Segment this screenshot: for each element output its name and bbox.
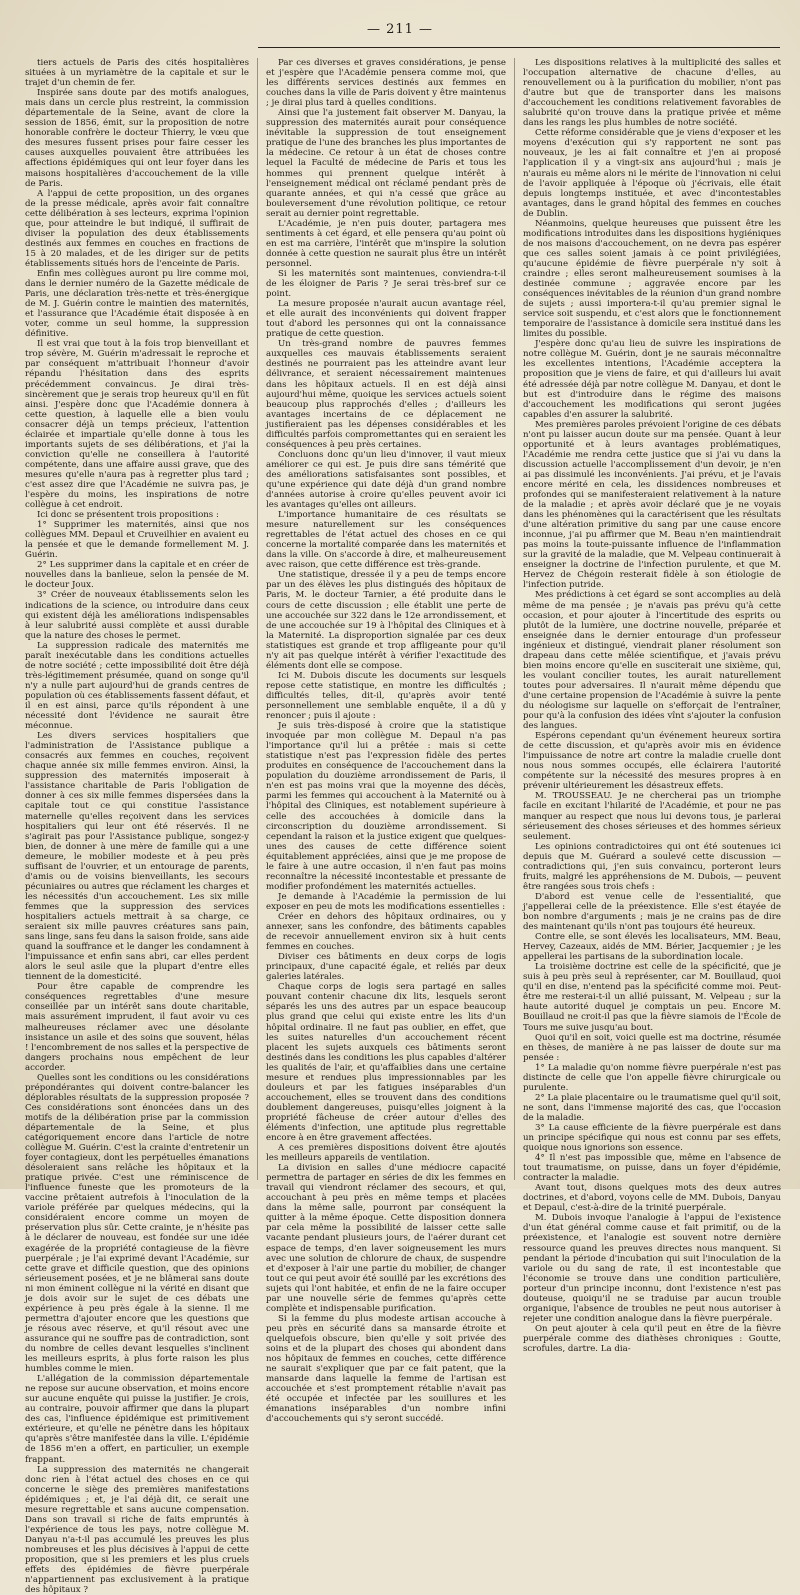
paragraph: Ici M. Dubois discute les documents sur lesquels repose cette statistique, en montre les difficultés ; difficultés telles, dit-il, qu'après avoir tenté personnellement une semblable enquête, il a dû y renoncer ; puis il ajoute : [266, 670, 506, 722]
paragraph: Contre elle, se sont élevés les localisateurs, MM. Beau, Hervey, Cazeaux, aidés de MM. Bérier, Jacquemier ; je les appellerai les partisans de la subordination locale. [523, 932, 781, 963]
text-column-3 [523, 58, 781, 1354]
paragraph: Par ces diverses et graves considérations, je pense et j'espère que l'Académie pensera comme moi, que les différents services destinés aux femmes en couches dans la ville de Paris doivent y être maintenus ; je dirai plus tard à quelles conditions. [266, 58, 506, 109]
paragraph: Inspirée sans doute par des motifs analogues, mais dans un cercle plus restreint, la commission départementale de la Seine, avant de clore la session de 1856, émit, sur la proposition de notre honorable confrère le docteur Thierry, le vœu que des mesures fussent prises pour faire cesser les causes auxquelles pouvaient être attribuées les affections épidémiques qui ont leur foyer dans les maisons hospitalières d'accouchement de la ville de Paris. [25, 88, 249, 189]
text-column-2 [266, 58, 506, 1425]
paragraph: A ces premières dispositions doivent être ajoutés les meilleurs appareils de ventilation. [266, 1143, 506, 1164]
paragraph: On peut ajouter à cela qu'il peut en être de la fièvre puerpérale comme des diathèses chroniques : Goutte, scrofules, dartre. La dia- [523, 1323, 781, 1354]
paragraph: M. TROUSSEAU. Je ne chercherai pas un triomphe facile en excitant l'hilarité de l'Académie, et pour ne pas manquer au respect que nous lui devons tous, je parlerai sérieusement des choses sérieuses et des hommes sérieux seulement. [523, 791, 781, 842]
paragraph: A l'appui de cette proposition, un des organes de la presse médicale, après avoir fait connaître cette délibération à ses lecteurs, exprima l'opinion que, pour atteindre le but indiqué, il suffirait de diviser la population des deux établissements destinés aux femmes en couches en fractions de 15 à 20 malades, et de les diriger sur de petits établissements situés hors de l'enceinte de Paris. [25, 188, 249, 269]
paragraph: M. Dubois invoque l'analogie à l'appui de l'existence d'un état général comme cause et fait primitif, ou de la préexistence, et l'analogie est souvent notre dernière ressource quand les preuves directes nous manquent. Si pendant la période d'incubation qui suit l'inoculation de la variole ou du sang de rate, il est incontestable que l'économie se trouve dans une condition particulière, porteur d'un principe inconnu, dont l'existence n'est pas douteuse, quoiqu'il ne se traduise par aucun trouble organique, l'absence de troubles ne peut nous autoriser à rejeter une condition analogue dans la fièvre puerpérale. [523, 1213, 781, 1324]
paragraph: L'Académie, je n'en puis douter, partagera mes sentiments à cet égard, et elle pensera qu'au point où en est ma carrière, l'intérêt que m'inspire la solution donnée à cette question ne saurait plus être un intérêt personnel. [266, 218, 506, 269]
paragraph: L'allégation de la commission départementale ne repose sur aucune observation, et moins encore sur aucune enquête qui puisse la justifier. Je crois, au contraire, pouvoir affirmer que dans la plupart des cas, l'influence épidémique est primitivement extérieure, et qu'elle ne pénètre dans les hôpitaux qu'après s'être manifestée dans la ville. L'épidémie de 1856 m'en a offert, en particulier, un exemple frappant. [25, 1374, 249, 1465]
paragraph: Les opinions contradictoires qui ont été soutenues ici depuis que M. Guérard a soulevé cette discussion — contradictions qui, j'en suis convaincu, porteront leurs fruits, malgré les appréhensions de M. Dubois, — peuvent être rangées sous trois chefs : [523, 841, 781, 892]
paragraph: Néanmoins, quelque heureuses que puissent être les modifications introduites dans les dispositions hygiéniques de nos maisons d'accouchement, on ne devra pas espérer que ces salles soient jamais à ce point privilégiées, qu'aucune épidémie de fièvre puerpérale n'y soit à craindre ; elles seront malheureusement soumises à la destinée commune ; aggravée encore par les conséquences inévitables de la réunion d'un grand nombre de sujets ; aussi importera-t-il qu'au premier signal le service soit suspendu, et c'est alors que le fonctionnement temporaire de l'assistance à domicile sera institué dans les limites du possible. [523, 218, 781, 340]
paragraph: Diviser ces bâtiments en deux corps de logis principaux, d'une capacité égale, et reliés par deux galeries latérales. [266, 952, 506, 983]
paragraph: 3° Créer de nouveaux établissements selon les indications de la science, ou introduire dans ceux qui existent déjà les améliorations indispensables à leur salubrité aussi complète et aussi durable que la nature des choses le permet. [25, 590, 249, 641]
paragraph: La division en salles d'une médiocre capacité permettra de partager en séries de dix les femmes en travail qui viendront réclamer des secours, et qui, accouchant à peu près en même temps et placées dans la même salle, pourront par conséquent la quitter à la même époque. Cette disposition donnera par cela même la possibilité de laisser cette salle vacante pendant plusieurs jours, de l'aérer durant cet espace de temps, d'en laver soigneusement les murs avec une solution de chlorure de chaux, de suspendre et d'exposer à l'air une partie du mobilier, de changer tout ce qui peut avoir été souillé par les excrétions des sujets qui l'ont habitée, et enfin de ne la faire occuper par une nouvelle série de femmes qu'après cette complète et indispensable purification. [266, 1163, 506, 1314]
paragraph: Quelles sont les conditions ou les considérations prépondérantes qui doivent contre-balancer les déplorables résultats de la suppression proposée ? Ces considérations sont énoncées dans un des motifs de la délibération prise par la commission départementale de la Seine, et plus catégoriquement encore dans l'article de notre collègue M. Guérin. C'est la crainte d'entretenir un foyer contagieux, dont les perpétuelles émanations désoleraient sans relâche les hôpitaux et la pratique privée. C'est une réminiscence de l'influence funeste que les promoteurs de la vaccine prêtaient autrefois à l'inoculation de la variole préférée par quelques médecins, qui la considéraient encore comme un moyen de préservation plus sûr. Cette crainte, je n'hésite pas à le déclarer de nouveau, est fondée sur une idée exagérée de la propriété contagieuse de la fièvre puerpérale ; je l'ai exprimé devant l'Académie, sur cette grave et difficile question, que des opinions sérieusement posées, et je ne blâmerai sans doute ni mon éminent collègue ni la vérité en disant que je dois avoir sur le sujet de ces débats une expérience à peu près égale à la sienne. Il me permettra d'ajouter encore que les questions que je résous avec réserve, et qu'il résout avec une assurance qui ne souffre pas de contradiction, sont du nombre de celles devant lesquelles s'inclinent les meilleurs esprits, à plus forte raison les plus humbles comme le mien. [25, 1072, 249, 1375]
paragraph: Une statistique, dressée il y a peu de temps encore par un des élèves les plus distingués des hôpitaux de Paris, M. le docteur Tarnier, a été produite dans le cours de cette discussion ; elle établit une perte de une accouchée sur 322 dans le 12e arrondissement, et de une accouchée sur 19 à l'hôpital des Cliniques et à la Maternité. La disproportion signalée par ces deux statistiques est grande et trop affligeante pour qu'il n'y ait pas quelque intérêt à vérifier l'exactitude des éléments dont elle se compose. [266, 570, 506, 671]
paragraph: La troisième doctrine est celle de la spécificité, que je suis à peu près seul à représenter, car M. Bouillaud, quoi qu'il en dise, n'entend pas la spécificité comme moi. Peut-être me resterai-t-il un allié puissant, M. Velpeau ; sur la haute autorité duquel je comptais un peu. Encore M. Bouillaud ne croit-il pas que la fièvre siamois de l'École de Tours me suive jusqu'au bout. [523, 962, 781, 1033]
paragraph: tiers actuels de Paris des cités hospitalières situées à un myriamètre de la capitale et sur le trajet d'un chemin de fer. [25, 58, 249, 89]
paragraph: 3° La cause efficiente de la fièvre puerpérale est dans un principe spécifique qui nous est connu par ses effets, quoique nous ignorions son essence. [523, 1122, 781, 1154]
paragraph: 1° La maladie qu'on nomme fièvre puerpérale n'est pas distincte de celle que l'on appelle fièvre chirurgicale ou purulente. [523, 1062, 781, 1093]
paragraph: Ici donc se présentent trois propositions : [37, 510, 219, 521]
paragraph: Avant tout, disons quelques mots des deux autres doctrines, et d'abord, voyons celle de MM. Dubois, Danyau et Depaul, c'est-à-dire de la trinité puerpérale. [523, 1183, 781, 1214]
paragraph: L'importance humanitaire de ces résultats se mesure naturellement sur les conséquences regrettables de l'état actuel des choses en ce qui concerne la mortalité comparée dans les maternités et dans la ville. On s'accorde à dire, et malheureusement avec raison, que cette différence est très-grande. [266, 510, 506, 571]
paragraph: Espérons cependant qu'un événement heureux sortira de cette discussion, et qu'après avoir mis en évidence l'impuissance de notre art contre la maladie cruelle dont nous nous sommes occupés, elle éclairera l'autorité compétente sur la nécessité des mesures propres à en prévenir ultérieurement les désastreux effets. [523, 731, 781, 792]
paragraph: Ainsi que l'a justement fait observer M. Danyau, la suppression des maternités aurait pour conséquence inévitable la suppression de tout enseignement pratique de l'une des branches les plus importantes de la médecine. Ce retour à un état de choses contre lequel la Faculté de médecine de Paris et tous les hommes qui prennent quelque intérêt à l'enseignement médical ont réclamé pendant près de quarante années, et qui n'a cessé que grâce au bouleversement d'une révolution politique, ce retour serait au dernier point regrettable. [266, 108, 506, 219]
paragraph: Si la femme du plus modeste artisan accouche à peu près en sécurité dans sa mansarde étroite et quelquefois obscure, bien qu'elle y soit privée des soins et de la plupart des choses qui abondent dans nos hôpitaux de femmes en couches, cette différence ne saurait s'expliquer que par ce fait patent, que la mansarde dans laquelle la femme de l'artisan est accouchée et s'est promptement rétablie n'avait pas été occupée et infectée par les souillures et les émanations inséparables d'un nombre infini d'accouchements qui s'y seront succédé. [266, 1313, 506, 1425]
column-divider-2 [514, 58, 515, 1180]
paragraph: Cette réforme considérable que je viens d'exposer et les moyens d'exécution qui s'y rapportent ne sont pas nouveaux, je les ai fait connaître et j'en ai proposé l'application il y a vingt-six ans aujourd'hui ; mais je n'aurais eu même alors ni le mérite de l'innovation ni celui de l'avoir appliquée à l'époque où j'écrivais, elle était depuis longtemps instituée, et avec d'incontestables avantages, dans le grand hôpital des femmes en couches de Dublin. [523, 128, 781, 219]
paragraph: 2° Les supprimer dans la capitale et en créer de nouvelles dans la banlieue, selon la pensée de M. le docteur Joux. [25, 560, 249, 591]
paragraph: Je suis très-disposé à croire que la statistique invoquée par mon collègue M. Depaul n'a pas l'importance qu'il lui a prêtée : mais si cette statistique n'est pas l'expression fidèle des pertes produites en conséquence de l'accouchement dans la population du douzième arrondissement de Paris, il n'en est pas moins vrai que la moyenne des décès, parmi les femmes qui accouchent à la Maternité ou à l'hôpital des Cliniques, est notablement supérieure à celle des accouchées à domicile dans la circonscription du douzième arrondissement. Si cependant la raison et la justice exigent que quelques-unes des causes de cette différence soient équitablement appréciées, ainsi que je me propose de le faire à une autre occasion, il n'en faut pas moins reconnaître la nécessité incontestable et pressante de modifier profondément les maternités actuelles. [266, 721, 506, 892]
paragraph: La suppression des maternités ne changerait donc rien à l'état actuel des choses en ce qui concerne le siège des premières manifestations épidémiques ; et, je l'ai déjà dit, ce serait une mesure regrettable et sans aucune compensation. Dans son travail si riche de faits empruntés à l'expérience de tous les pays, notre collègue M. Danyau n'a-t-il pas accumulé les preuves les plus nombreuses et les plus décisives à l'appui de cette proposition, que si les premiers et les plus cruels effets des épidémies de fièvre puerpérale n'appartiennent pas exclusivement à la pratique des hôpitaux ? [25, 1464, 249, 1595]
paragraph: 2° La plaie placentaire ou le traumatisme quel qu'il soit, ne sont, dans l'immense majorité des cas, que l'occasion de la maladie. [523, 1092, 781, 1123]
paragraph: J'espère donc qu'au lieu de suivre les inspirations de notre collègue M. Guérin, dont je ne saurais méconnaître les excellentes intentions, l'Académie acceptera la proposition que je viens de faire, et qui d'ailleurs lui avait été adressée déjà par notre collègue M. Danyau, et dont le but est d'introduire dans le régime des maisons d'accouchement les modifications qui seront jugées capables d'en assurer la salubrité. [523, 339, 781, 420]
paragraph: La mesure proposée n'aurait aucun avantage réel, et elle aurait des inconvénients qui doivent frapper tout d'abord les personnes qui ont la connaissance pratique de cette question. [266, 299, 506, 340]
paragraph: Je demande à l'Académie la permission de lui exposer en peu de mots les modifications essentielles : [266, 891, 506, 912]
paragraph: 4° Il n'est pas impossible que, même en l'absence de tout traumatisme, on puisse, dans un foyer d'épidémie, contracter la maladie. [523, 1153, 781, 1184]
paragraph: Enfin mes collègues auront pu lire comme moi, dans le dernier numéro de la Gazette médicale de Paris, une déclaration très-nette et très-énergique de M. J. Guérin contre le maintien des maternités, et l'assurance que l'Académie était disposée à en voter, comme un seul homme, la suppression définitive. [25, 268, 249, 340]
header-rule [258, 47, 780, 48]
paragraph: La suppression radicale des maternités me paraît inexécutable dans les conditions actuelles de notre société ; cette impossibilité doit être déjà très-légitimement présumée, quand on songe qu'il n'y a nulle part aujourd'hui de grands centres de population où ces établissements fassent défaut, et il en est ainsi, parce qu'ils répondent à une nécessité dont l'évidence ne saurait être méconnue. [25, 640, 249, 732]
paragraph: 1° Supprimer les maternités, ainsi que nos collègues MM. Depaul et Cruveilhier en avaient eu la pensée et que le demande formellement M. J. Guérin. [25, 520, 249, 561]
paragraph: Mes premières paroles prévoient l'origine de ces débats n'ont pu laisser aucun doute sur ma pensée. Quant à leur opportunité et à leurs avantages problématiques, l'Académie me rendra cette justice que si j'ai vu dans la discussion actuelle l'accomplissement d'un devoir, je n'en ai pas dissimulé les inconvénients. J'ai prévu, et je l'avais encore mérité en cela, les dissidences nombreuses et profondes qui se manifesteraient relativement à la nature de la maladie ; et après avoir déclaré que je ne voyais dans les phénomènes qui la caractérisent que les résultats d'une altération primitive du sang par une cause encore inconnue, j'ai pu affirmer que M. Beau n'en maintiendrait pas moins la toute-puissante influence de l'inflammation sur la gravité de la maladie, que M. Velpeau continuerait à enseigner la doctrine de l'infection purulente, et que M. Hervez de Chégoin resterait fidèle à son étiologie de l'infection putride. [523, 419, 781, 591]
paragraph: Quoi qu'il en soit, voici quelle est ma doctrine, résumée en thèses, de manière à ne pas laisser de doute sur ma pensée : [523, 1032, 781, 1063]
paragraph: Pour être capable de comprendre les conséquences regrettables d'une mesure conseillée par un intérêt sans doute charitable, mais assurément imprudent, il faut avoir vu ces malheureuses réclamer avec une désolante insistance un asile et des soins que souvent, hélas ! l'encombrement de nos salles et la perspective de dangers prochains nous empêchent de leur accorder. [25, 982, 249, 1073]
paragraph: Chaque corps de logis sera partagé en salles pouvant contenir chacune dix lits, lesquels seront séparés les uns des autres par un espace beaucoup plus grand que celui qui existe entre les lits d'un hôpital ordinaire. Il ne faut pas oublier, en effet, que les suites naturelles d'un accouchement récent placent les sujets auxquels ces bâtiments seront destinés dans les conditions les plus capables d'altérer les qualités de l'air, et qu'affaiblies dans une certaine mesure et rendues plus impressionnables par les douleurs et par les fatigues inséparables d'un accouchement, elles se trouvent dans des conditions doublement dangereuses, puisqu'elles joignent à la propriété fâcheuse de créer autour d'elles des éléments d'infection, une aptitude plus regrettable encore à en être gravement affectées. [266, 982, 506, 1144]
paragraph: Concluons donc qu'un lieu d'innover, il vaut mieux améliorer ce qui est. Je puis dire sans témérité que des améliorations satisfaisantes sont possibles, et qu'une expérience qui date déjà d'un grand nombre d'années autorise à croire qu'elles peuvent avoir ici les avantages qu'elles ont ailleurs. [266, 449, 506, 511]
text-column-1 [25, 58, 250, 1595]
paragraph: Il est vrai que tout à la fois trop bienveillant et trop sévère, M. Guérin m'adressait le reproche et par conséquent m'attribuait l'honneur d'avoir répandu l'hésitation dans des esprits précédemment convaincus. Je dirai très-sincèrement que je serais trop heureux qu'il en fût ainsi. J'espère donc que l'Académie donnera à cette question, à laquelle elle a bien voulu consacrer déjà un temps précieux, l'attention éclairée et impartiale qu'elle donne à tous les importants sujets de ses délibérations, et j'ai la conviction qu'elle ne conseillera à l'autorité compétente, dans une affaire aussi grave, que des mesures qu'elle n'aura pas à regretter plus tard ; c'est assez dire que l'Académie ne suivra pas, je l'espère du moins, les inspirations de notre collègue à cet endroit. [25, 339, 249, 511]
paragraph: Un très-grand nombre de pauvres femmes auxquelles ces mauvais établissements seraient destinés ne pourraient pas les atteindre avant leur délivrance, et seraient nécessairement maintenues dans les hôpitaux actuels. Il en est déjà ainsi aujourd'hui même, quoique les services actuels soient beaucoup plus rapprochés d'elles ; d'ailleurs les avantages incertains de ce déplacement ne justifieraient pas les dépenses considérables et les difficultés parfois compromettantes qui en seraient les conséquences à peu près certaines. [266, 339, 506, 450]
paragraph: Mes prédictions à cet égard se sont accomplies au delà même de ma pensée ; je n'avais pas prévu qu'à cette occasion, et pour ajouter à l'incertitude des esprits ou plutôt de la lumière, une doctrine nouvelle, préparée et enseignée dans le dernier entourage d'un professeur ingénieux et distingué, viendrait planer résolument son drapeau dans cette mêlée scientifique, et j'avais prévu bien moins encore qu'elle en susciterait une sixième, qui, les voulant concilier toutes, les aurait naturellement toutes pour adversaires. Il n'aurait même dépendu que d'une certaine propension de l'Académie à suivre la pente du néologisme sur laquelle on s'efforçait de l'entraîner, pour qu'à la confusion des idées vînt s'ajouter la confusion des langues. [523, 590, 781, 732]
page-number: — 211 — [366, 22, 434, 37]
paragraph: Si les maternités sont maintenues, conviendra-t-il de les éloigner de Paris ? Je serai très-bref sur ce point. [266, 268, 506, 300]
paragraph: Créer en dehors des hôpitaux ordinaires, ou y annexer, sans les confondre, des bâtiments capables de recevoir annuellement environ six à huit cents femmes en couches. [266, 911, 506, 953]
column-divider-1 [257, 58, 258, 1180]
paragraph: D'abord est venue celle de l'essentialité, que j'appellerai celle de la préexistence. Elle s'est étayée de bon nombre d'arguments ; mais je ne crains pas de dire des maintenant qu'ils n'ont pas toujours été heureux. [523, 891, 781, 933]
paragraph: Les dispositions relatives à la multiplicité des salles et l'occupation alternative de chacune d'elles, au renouvellement ou à la purification du mobilier, n'ont pas d'autre but que de transporter dans les maisons d'accouchement les conditions relativement favorables de salubrité qu'on trouve dans la pratique privée et même dans les rangs les plus humbles de notre société. [523, 58, 781, 129]
paragraph: Les divers services hospitaliers que l'administration de l'Assistance publique a consacrés aux femmes en couches, reçoivent chaque année six mille femmes environ. Ainsi, la suppression des maternités imposerait à l'assistance charitable de Paris l'obligation de donner à ces six mille femmes dispersées dans la capitale tout ce qui constitue l'assistance maternelle qu'elles reçoivent dans les services hospitaliers qui leur ont été réservés. Il ne s'agirait pas pour l'Assistance publique, songez-y bien, de donner à une mère de famille qui a une demeure, le mobilier modeste et à peu près suffisant de l'ouvrier, et un entourage de parents, d'amis ou de voisins bienveillants, les secours pécuniaires ou autres que réclament les charges et les nécessités d'un accouchement. Les six mille femmes que la suppression des services hospitaliers actuels mettrait à sa charge, ce seraient six mille pauvres créatures sans pain, sans linge, sans feu dans la saison froide, sans aide quand la souffrance et le danger les condamnent à l'impuissance et enfin sans abri, car elles perdent alors le seul asile que la plupart d'entre elles tiennent de la domesticité. [25, 731, 250, 983]
